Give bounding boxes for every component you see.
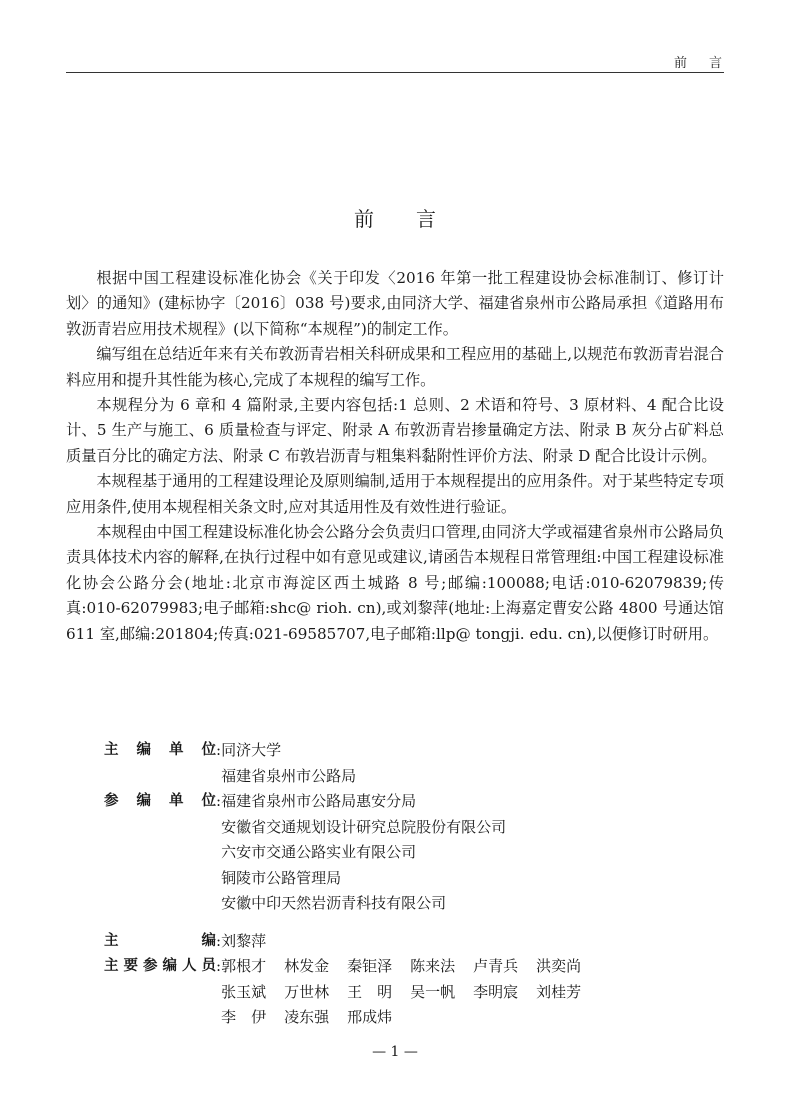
participant-name: 王 明 [347,982,393,1001]
colon: : [216,741,222,759]
participating-unit: 铜陵市公路管理局 [221,868,342,887]
participating-unit: 安徽省交通规划设计研究总院股份有限公司 [221,817,507,836]
label-char: 主 [104,958,119,974]
participant-name: 万世林 [284,982,330,1001]
label-char: 主 [104,742,119,758]
label-char: 人 [182,958,197,974]
chief-unit: 同济大学 [221,741,282,759]
participating-unit: 福建省泉州市公路局惠安分局 [221,792,417,810]
participant-name: 凌东强 [284,1008,330,1026]
participant-name: 刘桂芳 [536,982,582,1001]
participant-name: 卢青兵 [473,957,519,975]
preface-body [66,266,724,647]
label-char: 编 [136,793,151,809]
participant-name: 秦钜泽 [347,957,393,975]
participating-units-label [104,789,216,917]
participant-name: 吴一帆 [410,982,456,1001]
colon: : [216,957,222,975]
colon: : [216,792,222,810]
chief-editor-row [104,929,599,955]
label-char: 单 [169,742,184,758]
participant-name: 洪奕尚 [536,957,582,975]
participant-name: 陈来法 [410,957,456,975]
label-char: 参 [143,958,158,974]
chief-unit: 福建省泉州市公路局 [221,766,357,785]
participant-names [221,954,599,1031]
chief-editor: 刘黎萍 [221,931,267,950]
participant-name: 邢成炜 [347,1008,393,1026]
participant-name: 张玉斌 [221,982,267,1001]
participant-name: 郭根才 [221,957,267,975]
running-head-text: 前言 [673,56,744,71]
participating-unit: 六安市交通公路实业有限公司 [221,843,417,861]
label-char: 编 [201,932,216,949]
main-participants-label [104,954,216,1031]
participant-name: 林发金 [284,957,330,975]
main-participants-row [104,954,599,1031]
label-char: 员 [201,958,216,974]
page-number: — 1 — [372,1044,418,1060]
label-char: 编 [136,742,151,758]
label-char: 位 [201,742,216,758]
paragraph: 根据中国工程建设标准化协会《关于印发〈2016 年第一批工程建设协会标准制订、修订计划〉的通知》(建标协字〔2016〕038 号)要求,由同济大学、福建省泉州市公路局承担《道路用布敦沥青岩应用技术规程》(以下简称“本规程”)的制定工作。 [66,269,724,338]
label-char: 主 [104,932,119,949]
paragraph: 本规程分为 6 章和 4 篇附录,主要内容包括:1 总则、2 术语和符号、3 原材料、4 配合比设计、5 生产与施工、6 质量检查与评定、附录 A 布敦沥青岩掺量确定方法、附录 B 灰分占矿料总质量百分比的确定方法、附录 C 布敦岩沥青与粗集料黏附性评价方法、附录 D 配合比设计示例。 [66,396,724,465]
page-title: 前言 [354,207,478,232]
label-char: 单 [169,793,184,809]
credits [104,738,599,1031]
colon: : [216,931,222,950]
paragraph: 本规程基于通用的工程建设理论及原则编制,适用于本规程提出的应用条件。对于某些特定专项应用条件,使用本规程相关条文时,应对其适用性及有效性进行验证。 [66,472,724,516]
chief-editor-label [104,929,216,955]
label-char: 要 [123,958,138,974]
participating-unit: 安徽中印天然岩沥青科技有限公司 [221,894,447,912]
label-char: 位 [201,793,216,809]
label-char: 参 [104,793,119,809]
paragraph: 本规程由中国工程建设标准化协会公路分会负责归口管理,由同济大学或福建省泉州市公路局负责具体技术内容的解释,在执行过程中如有意见或建议,请函告本规程日常管理组:中国工程建设标准化协会公路分会(地址:北京市海淀区西土城路 8 号;邮编:100088;电话:010-62079839;传真:010-62079983;电子邮箱:shc@ rioh. cn),或刘黎萍(地址:上海嘉定曹安公路 4800 号通达馆 611 室,邮编:201804;传真:021-69585707,电子邮箱:llp@ tongji. edu. cn),以便修订时研用。 [66,523,724,643]
paragraph: 编写组在总结近年来有关布敦沥青岩相关科研成果和工程应用的基础上,以规范布敦沥青岩混合料应用和提升其性能为核心,完成了本规程的编写工作。 [66,345,724,389]
running-head [66,50,744,73]
participant-name: 李明宸 [473,982,519,1001]
chief-units-label [104,738,216,789]
label-char: 编 [162,958,177,974]
chief-units-row [104,738,599,789]
participating-units-row [104,789,599,917]
participant-name: 李 伊 [221,1008,267,1026]
